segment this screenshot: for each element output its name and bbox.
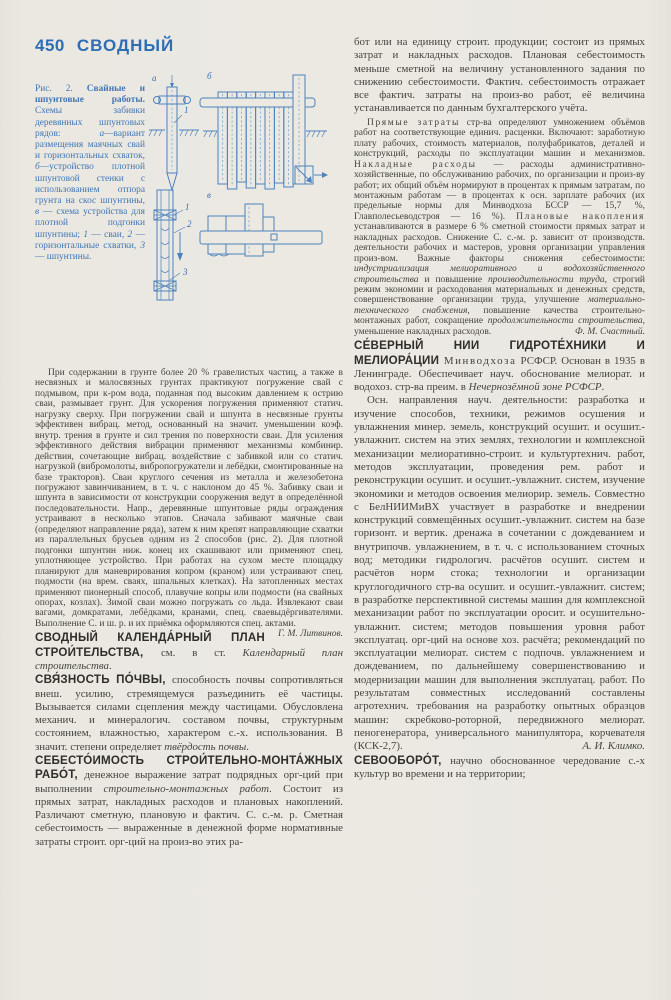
entry-svyaznost-pochvy: СВЯ́ЗНОСТЬ ПО́ЧВЫ, способность почвы сопротивляться внеш. усилию, стремящемуся разъединить её частицы. Вызывается силами сцепления между частицами. Обусловлена механич. и минералогич. составом почвы, структурным состоянием, влажностью, характером с.-х. использования. В значит. степени определяет твёрдость почвы. <box>35 673 343 753</box>
diagram-b <box>200 71 328 189</box>
figure-caption: Рис. 2. Свайные и шпунтовые работы. Схемы забивки деревянных шпунтовых рядов: а—вариант размещения маячных свай и горизонтальных схваток, б—устройство плотной шпунтовой стенки с использованием отпора грунта на скос шпунтины, в — схема устройства для плотной подгонки шпунтины; 1 — сваи, 2 — горизонтальные схватки, 3 — шпунтины. <box>35 84 145 263</box>
fig-label-v: в <box>207 190 211 200</box>
article-piling-works-text: При содержании в грунте более 20 % гравелистых частиц, а также в несвязных и малосвязных грунтах практикуют погружение свай с подмывом, при к-ром вода, поданная под высоким давлением к острию сваи, размывает грунт. Для ускорения погружения применяют статич. нагрузку сверху. При погружении свай и шпунта в несвязные грунты эффективен вибрац. метод, основанный на значит. уменьшении коэф. внутр. трения в грунте и сил трения по поверхности сваи. Для усиления эффективного действия вибрации применяют механизмы комбинир. действия, сочетающие вибрац. воздействие с забивкой или со статич. нагрузкой (вибромолоты, вибропогружатели и лебёдки, смонтированные на базе тракторов). Сваи круглого сечения из металла и железобетона погружают завинчиванием, в т. ч. с наклоном до 45 %. Забивку сваи и шпунта в зависимости от конструкции сооружения ведут в определённой последовательности. Напр., деревянные шпунтовые ряды ограждения устраивают в несколько этапов. Сначала забивают маячные сваи (определяют направление ряда), затем к ним крепят направляющие схватки из параллельных брусьев одним из 2 способов (рис. 2). Для плотной подгонки шпунтин ниж. конец их скашивают или применяют спец. уплотняющее устройство. При работах на сухом месте площадку планируют для маневрирования копром (краном) или устраивают спец. подмости (на врем. сваях, шпальных клетках). На затопленных местах применяют пионерный способ, плавучие копры или подмости (на свайных опорах, козлах). Зимой сваи можно погружать со льда. Извлекают сваи вагами, домкратами, лебёдками, кранами, спец. сваевыдёргивателями. Выполнение С. и ш. р. и их приёмка оформляются спец. актами. Г. М. Литвинов. <box>35 368 343 640</box>
entry-severny-nii-paragraph-2: Осн. направления науч. деятельности: разработка и изучение способов, техники, режимов осушения и увлажнения минер. земель, конструкций осушит. и осушит.-увлажнит. систем на этих землях, технологии и комплексной механизации мелиоративно-строит. и культуртехнич. работ, методов эксплуатации, проведения рем. работ и реконструкции осушит. и осушит.-увлажнит. систем, изучение экономики и методов освоения мелиорир. земель. Совместно с БелНИИМиВХ участвует в разработке и внедрении конструкций совмещённых осушит.-увлажнит. систем на базе горизонт. и вертик. дренажа в сочетании с дождеванием и внутрипочв. увлажнением, в т. ч. с использованием сточных вод; методики гидрологич. расчётов осушит. систем и расчётов норм стока; технологии и организации круглогодичного стр-ва осушит. и осушит.-увлажнит. систем; в разработке перспективной системы машин для комплексной механизации работ по эксплуатации оросит. и осушительно-увлажнит. систем; методов повышения уровня работ эксплуатац. орг-ций на основе хоз. расчёта; рекомендаций по эксплуатации мелиорат. систем с подпочв. увлажнением и дождеванием, по дальнейшему совершенствованию и модернизации машин для выполнения эксплуатац. работ. По результатам совместных исследований составлены агротехнич. требования на разработку опытных образцов машин: скребково-роторной, передвижного мелиорат. пеногенератора, универсального манипулятора, корчевателя (КСК-2,7). А. И. Климко. <box>354 394 645 753</box>
direct-costs-text: Прямые затраты стр-ва определяют умножением объёмов работ на соответствующие единич. расценки. Включают: заработную плату рабочих, стоимость материалов, полуфабрикатов, деталей и конструкций, расходы по эксплуатации машин и механизмов. Накладные расходы — расходы административно-хозяйственные, по обслуживанию рабочих, по организации и произ-ву работ; их общий объём нормируют в процентах к прямым затратам, по монтажным работам — в процентах к осн. зарплате рабочих (их предельные нормы для Минводхоза БССР — 15,7 %, Главполесьеводстроя — 16 %). Плановые накопления устанавливаются в размере 6 % сметной стоимости прямых затрат и накладных расходов. Снижение С. с.-м. р. зависит от производств. деятельности рабочих и мастеров, уровня организации управления произ-вом. Важные факторы снижения себестоимости: индустриализация мелиоративного и водохозяйственного строительства и повышение производительности труда, строгий режим экономии и расходования материальных и денежных средств, совершенствование организации труда, улучшение материально-технического снабжения, повышение качества строительно-монтажных работ, сокращение продолжительности строительства, уменьшение накладных расходов. Ф. М. Счастный. <box>354 117 645 337</box>
fig-label-2: 2 <box>187 219 192 229</box>
sebestoimost-continuation-text: бот или на единицу строит. продукции; состоит из прямых затрат и накладных расходов. Плановая себестоимость меньше сметной на величину установленного задания по снижению себестоимости. Фактич. себестоимость отражает все фактич. затраты на произ-во работ, её величина устанавливается по данным бухгалтерского учёта. <box>354 36 645 115</box>
fig-label-3: 3 <box>183 267 188 277</box>
fig-label-1b: 1 <box>185 202 190 212</box>
sheet-pile-strip <box>154 190 192 300</box>
figure-2 <box>35 70 343 368</box>
entry-svodny-kalendarny-plan: СВОДНЫЙ КАЛЕНДА́РНЫЙ ПЛАН СТРОИ́ТЕЛЬСТВА, см. в ст. Календарный план строительства. <box>35 631 343 672</box>
diagram-v <box>200 190 322 256</box>
entry-severny-nii-paragraph-1: СЕ́ВЕРНЫЙ НИИ ГИДРОТЕ́ХНИКИ И МЕЛИОРА́ЦИИ Минводхоза РСФСР. Основан в 1935 в Ленинграде. Обеспечивает науч. обоснование мелиорат. и водохоз. стр-ва преим. в Нечернозёмной зоне РСФСР. <box>354 339 645 394</box>
running-head <box>35 36 343 56</box>
entry-sevooborot: СЕВООБОРО́Т, научно обоснованное чередование с.-х культур во времени и на территории; <box>354 753 645 780</box>
page-number: 450 <box>35 36 65 55</box>
fig-label-a: а <box>152 73 157 83</box>
figure-illustration <box>147 70 343 366</box>
fig-label-1: 1 <box>184 105 189 115</box>
fig-label-b: б <box>207 71 212 81</box>
entry-sebestoimost: СЕБЕСТО́ИМОСТЬ СТРОИ́ТЕЛЬНО-МОНТА́ЖНЫХ РАБО́Т, денежное выражение затрат подрядных орг-ций при выполнении строительно-монтажных работ. Состоит из прямых затрат, накладных расходов и плановых накоплений. Различают сметную, плановую и фактич. С. с.-м. р. Сметная себестоимость — выраженные в денежной форме нормативные затраты строит. орг-ций на произ-во этих ра- <box>35 754 343 848</box>
right-column <box>354 36 645 849</box>
left-column <box>35 36 343 849</box>
diagram-a <box>149 73 199 190</box>
running-title: СВОДНЫЙ <box>76 36 175 55</box>
text-columns <box>35 36 645 849</box>
